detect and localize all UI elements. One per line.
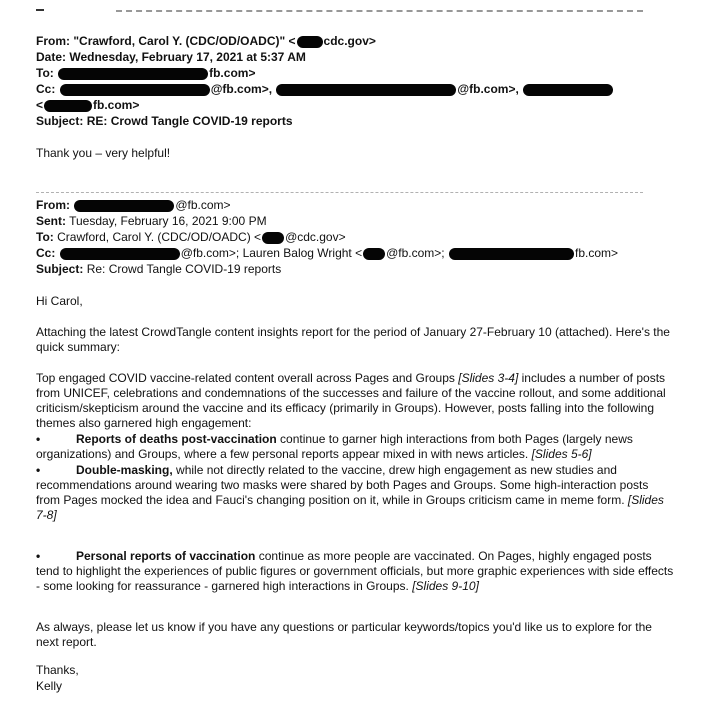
email1-subject [36, 114, 293, 129]
email2-from [36, 198, 231, 213]
to-value: Crawford, Carol Y. (CDC/OD/OADC) [57, 230, 251, 244]
redaction-bar [276, 84, 456, 96]
bullet-marker: • [36, 463, 41, 477]
summary-text: Top engaged COVID vaccine-related content overall across Pages and Groups [36, 371, 459, 385]
email1-cc-line2: < fb.com> [36, 98, 140, 112]
to-label: To: [36, 66, 54, 80]
slide-reference: [Slides 9-10] [412, 579, 479, 593]
redaction-bar [60, 84, 210, 96]
cc-domain: fb.com> [575, 246, 619, 260]
signoff: Thanks, [36, 663, 79, 677]
redaction-bar [44, 100, 92, 112]
redaction-bar [363, 248, 385, 260]
sent-value: Tuesday, February 16, 2021 9:00 PM [69, 214, 267, 228]
cc-label: Cc: [36, 82, 56, 96]
email2-cc [36, 246, 618, 261]
from-label: From: [36, 34, 70, 48]
to-label: To: [36, 230, 54, 244]
date-label: Date: [36, 50, 67, 64]
redaction-bar [58, 68, 208, 80]
divider [36, 192, 643, 193]
cc-domain: @fb.com>, [457, 82, 519, 96]
from-value: "Crawford, Carol Y. (CDC/OD/OADC)" < [73, 34, 296, 48]
email2-sent [36, 214, 267, 229]
from-domain: @fb.com> [175, 198, 231, 212]
summary-text: includes a number of posts from UNICEF, celebrations and condemnations of the successes and failure of the vaccine rollout, and some additional criticism/skepticism around the vaccine and its efficacy (primarily in Groups). However, posts falling into the following themes also garnered high engagement: [36, 371, 666, 430]
redaction-bar [60, 248, 180, 260]
bullet-deaths [36, 432, 675, 462]
cc-domain: @fb.com>; [180, 246, 240, 260]
cc-domain: @fb.com>; [386, 246, 445, 260]
from-domain: cdc.gov> [323, 34, 376, 48]
intro-paragraph: Attaching the latest CrowdTangle content insights report for the period of January 27-February 10 (attached). Here's the quick summary: [36, 325, 670, 354]
date-value: Wednesday, February 17, 2021 at 5:37 AM [69, 50, 306, 64]
slide-reference: [Slides 5-6] [531, 447, 592, 461]
subject-label: Subject: [36, 114, 84, 128]
redaction-bar [297, 36, 323, 48]
cc-domain: @fb.com>, [210, 82, 273, 96]
cc-name: Lauren Balog Wright < [242, 246, 363, 260]
bullet-personal-reports [36, 549, 675, 594]
subject-value: Re: Crowd Tangle COVID-19 reports [86, 262, 282, 276]
cc-domain: fb.com> [93, 98, 140, 112]
email1-date [36, 50, 306, 65]
scan-top-edge [36, 6, 643, 20]
redaction-bar [262, 232, 284, 244]
redaction-bar [449, 248, 574, 260]
scan-dashed-line [116, 10, 643, 12]
slide-reference: [Slides 7-8] [36, 493, 664, 522]
scan-mark [36, 9, 44, 11]
cc-label: Cc: [36, 246, 56, 260]
to-domain: fb.com> [209, 66, 256, 80]
redaction-bar [74, 200, 174, 212]
subject-value: RE: Crowd Tangle COVID-19 reports [86, 114, 293, 128]
email1-cc [36, 82, 614, 97]
from-label: From: [36, 198, 70, 212]
bullet-title: Double-masking, [76, 463, 173, 477]
bullet-text: while not directly related to the vaccine, drew high engagement as new studies and recommendations around wearing two masks were shared by both Pages and Groups. Some high-interaction posts from Pages mocked the idea and Fauci's changing position on it, while in Groups criticism came in meme form. [36, 463, 649, 507]
summary-paragraph [36, 371, 675, 431]
redaction-bar [523, 84, 613, 96]
bullet-double-masking [36, 463, 675, 523]
greeting: Hi Carol, [36, 294, 83, 308]
email2-to: To: Crawford, Carol Y. (CDC/OD/OADC) < @cdc.gov> [36, 230, 346, 244]
bullet-title: Personal reports of vaccination [76, 549, 256, 563]
email1-body: Thank you – very helpful! [36, 146, 171, 160]
sent-label: Sent: [36, 214, 66, 228]
bullet-marker: • [36, 549, 41, 563]
bullet-text: continue as more people are vaccinated. On Pages, highly engaged posts tend to highlight the experiences of public figures or government officials, but more graphic experiences with side effects - some looking for reassurance - garnered high interactions in Groups. [36, 549, 674, 593]
to-domain: @cdc.gov> [285, 230, 346, 244]
bullet-text: continue to garner high interactions from both Pages (largely news organizations) and Groups, where a few personal reports appear mixed in with news articles. [36, 432, 633, 461]
email1-from [36, 34, 376, 49]
closing-paragraph: As always, please let us know if you have any questions or particular keywords/topics you'd like us to explore for the next report. [36, 620, 652, 649]
bullet-marker: • [36, 432, 41, 446]
signature: Kelly [36, 679, 63, 693]
email2-subject [36, 262, 281, 277]
bullet-title: Reports of deaths post-vaccination [76, 432, 277, 446]
slide-reference: [Slides 3-4] [458, 371, 519, 385]
subject-label: Subject: [36, 262, 84, 276]
email1-to [36, 66, 255, 81]
